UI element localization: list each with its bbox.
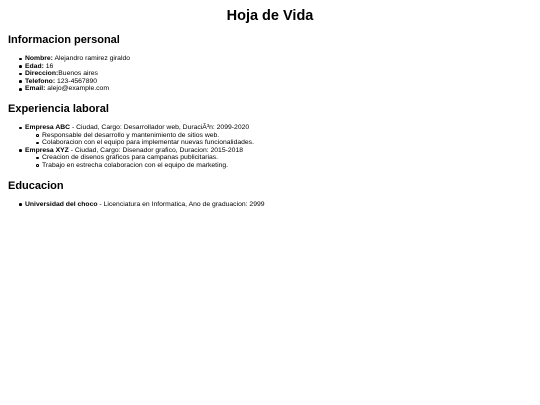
personal-value: Buenos aires	[58, 70, 98, 78]
experience-section	[8, 103, 532, 170]
job-task: Responsable del desarrollo y mantenimiento de sitios web.	[42, 132, 532, 140]
education-details: - Licenciatura en Informatica, Ano de graduacion: 2999	[97, 200, 265, 208]
personal-info-section	[8, 34, 532, 93]
personal-label: Email:	[25, 85, 46, 93]
experience-heading: Experiencia laboral	[8, 102, 109, 115]
education-section	[8, 180, 532, 209]
experience-list	[8, 124, 532, 170]
job-task-list	[25, 132, 532, 147]
personal-item-address	[25, 70, 532, 78]
personal-item-phone	[25, 78, 532, 86]
personal-value: Alejandro ramirez giraldo	[52, 55, 131, 62]
job-task-list	[25, 154, 532, 169]
personal-label: Edad:	[25, 62, 44, 70]
job-details: - Ciudad, Cargo: Desarrollador web, DuraciÃ³n: 2099-2020	[70, 123, 250, 131]
personal-label: Nombre:	[25, 55, 53, 62]
personal-item-age	[25, 63, 532, 71]
personal-label: Telefono:	[25, 77, 56, 85]
education-item	[25, 201, 532, 209]
job-task: Trabajo en estrecha colaboracion con el equipo de marketing.	[42, 162, 532, 170]
job-item	[25, 124, 532, 147]
personal-item-email	[25, 85, 532, 93]
education-list	[8, 201, 532, 209]
personal-value: 123-4567890	[55, 77, 98, 85]
personal-label: Direccion:	[25, 70, 59, 78]
education-heading: Educacion	[8, 179, 64, 192]
job-task: Colaboracion con el equipo para implementar nuevas funcionalidades.	[42, 139, 532, 147]
page-title: Hoja de Vida	[226, 8, 314, 24]
job-company: Empresa ABC	[25, 123, 71, 131]
job-company: Empresa XYZ	[25, 146, 69, 154]
personal-value: 16	[43, 62, 54, 70]
personal-info-heading: Informacion personal	[8, 34, 120, 46]
personal-value: alejo@example.com	[45, 85, 109, 93]
personal-info-list	[8, 55, 532, 93]
education-institution: Universidad del choco	[25, 200, 98, 208]
job-details: - Ciudad, Cargo: Disenador grafico, Duracion: 2015-2018	[68, 146, 244, 154]
job-task: Creacion de disenos graficos para campanas publicitarias.	[42, 154, 532, 162]
job-item	[25, 147, 532, 170]
personal-item-name	[25, 55, 532, 63]
